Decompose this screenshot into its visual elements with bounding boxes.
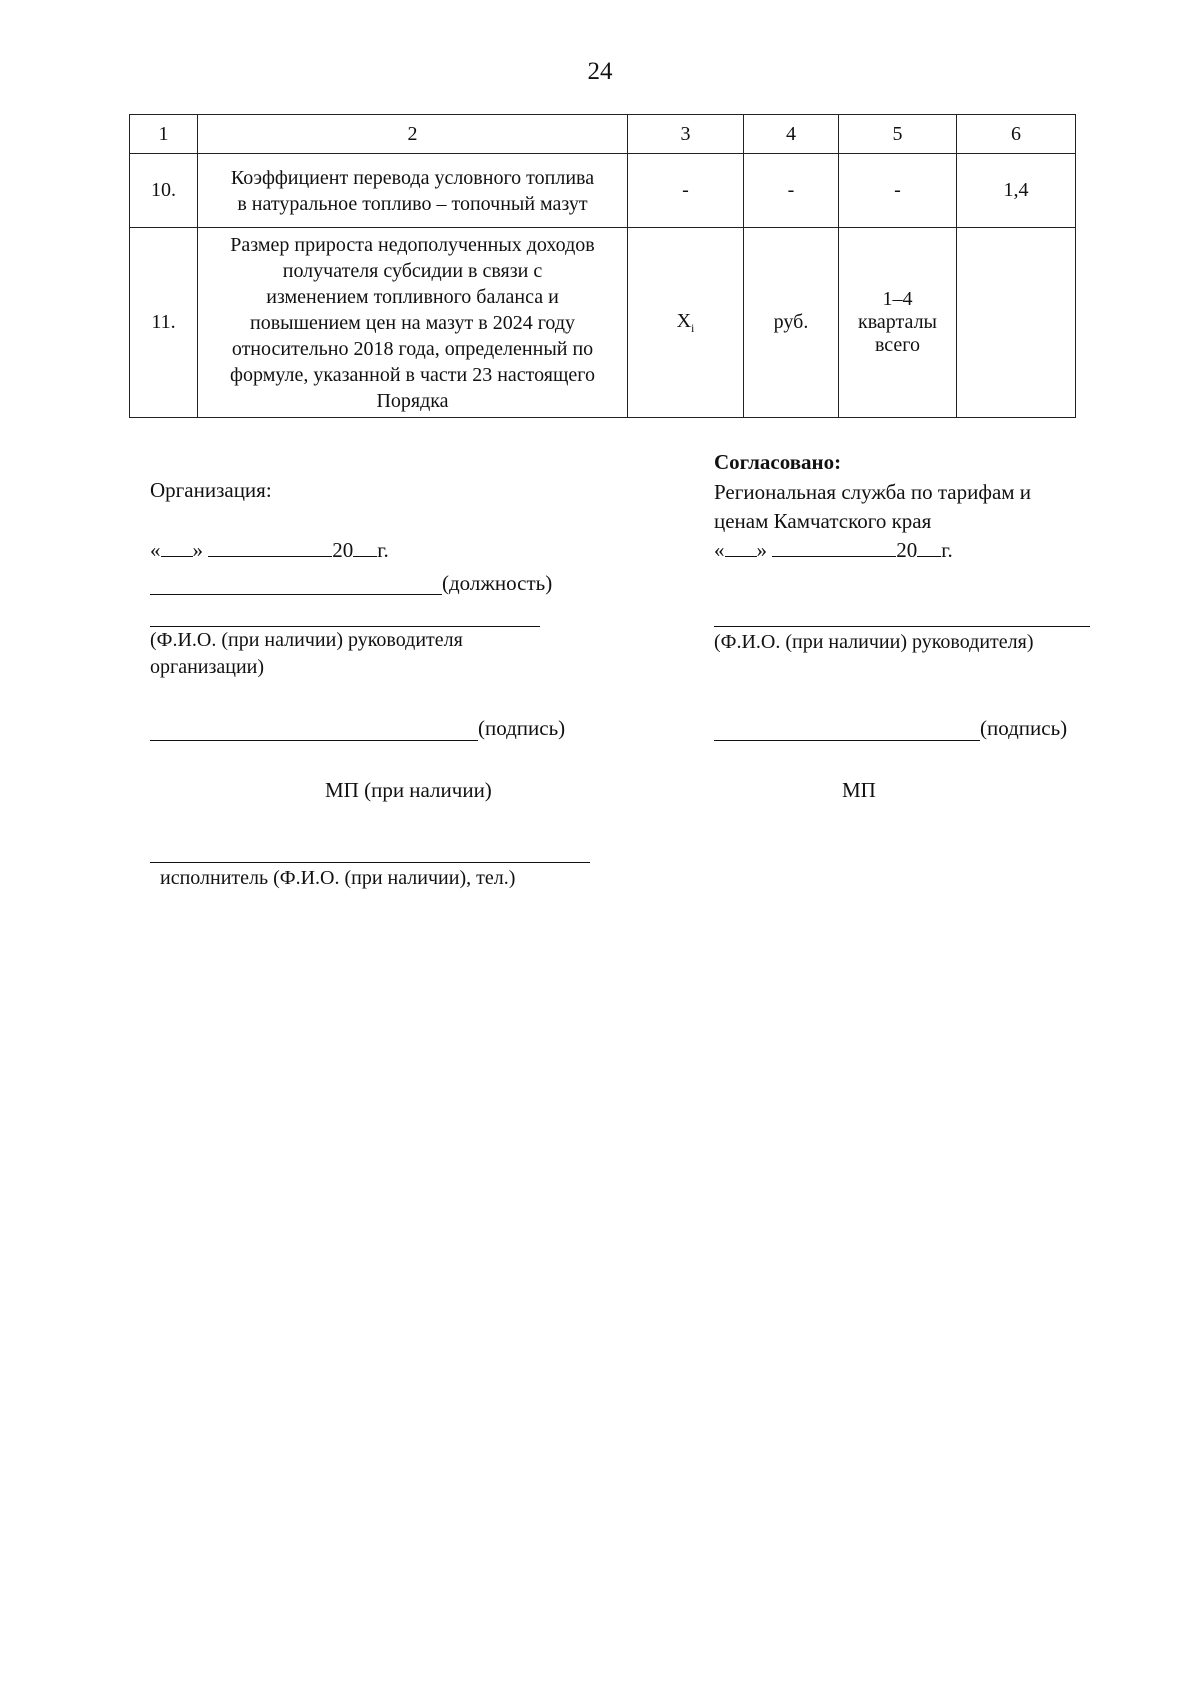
table-row xyxy=(130,228,1076,418)
column-header: 6 xyxy=(957,115,1076,154)
description-line: формуле, указанной в части 23 настоящего xyxy=(230,363,595,386)
month-blank xyxy=(208,538,332,557)
left-signature-label: (подпись) xyxy=(478,716,566,740)
table-cell: - xyxy=(744,154,839,228)
column-header: 3 xyxy=(628,115,744,154)
agreed-label: Согласовано: xyxy=(714,450,842,474)
month-blank xyxy=(772,538,896,557)
left-signature-line xyxy=(150,740,478,741)
right-date-line xyxy=(714,538,953,563)
year-prefix: 20 xyxy=(332,538,354,562)
description-line: в натуральное топливо – топочный мазут xyxy=(237,192,588,215)
table-cell: 1,4 xyxy=(957,154,1076,228)
table-cell: руб. xyxy=(744,228,839,418)
left-fio-caption-1: (Ф.И.О. (при наличии) руководителя xyxy=(150,629,463,651)
table-cell: - xyxy=(839,154,957,228)
description-line: повышением цен на мазут в 2024 году xyxy=(249,311,576,334)
description-line: получателя субсидии в связи с xyxy=(282,259,543,282)
column-header: 5 xyxy=(839,115,957,154)
variable-symbol xyxy=(628,228,744,418)
date-close-quote: » xyxy=(192,538,203,562)
right-signature-label: (подпись) xyxy=(980,716,1068,740)
year-blank xyxy=(353,538,377,557)
period-line: кварталы xyxy=(858,311,937,333)
position-signature-line xyxy=(150,594,442,595)
description-line: относительно 2018 года, определенный по xyxy=(231,337,594,360)
right-fio-caption: (Ф.И.О. (при наличии) руководителя) xyxy=(714,631,1034,653)
position-label: (должность) xyxy=(442,571,553,595)
executor-line xyxy=(150,862,590,863)
year-suffix: г. xyxy=(941,538,953,562)
description-line: изменением топливного баланса и xyxy=(266,285,559,308)
period-line: 1–4 xyxy=(882,288,913,310)
date-open-quote: « xyxy=(150,538,161,562)
row-number: 11. xyxy=(130,228,198,418)
row-description xyxy=(198,228,628,418)
executor-label: исполнитель (Ф.И.О. (при наличии), тел.) xyxy=(160,867,516,889)
column-header: 4 xyxy=(744,115,839,154)
date-open-quote: « xyxy=(714,538,725,562)
table-row xyxy=(130,154,1076,228)
description-line: Порядка xyxy=(376,389,449,412)
column-header: 2 xyxy=(198,115,628,154)
year-suffix: г. xyxy=(377,538,389,562)
period-line: всего xyxy=(874,334,921,356)
right-signature-line xyxy=(714,740,980,741)
day-blank xyxy=(161,538,193,557)
year-prefix: 20 xyxy=(896,538,918,562)
page-number: 24 xyxy=(587,58,613,85)
variable-subscript: i xyxy=(691,320,695,335)
data-table xyxy=(129,114,1076,418)
variable-base: X xyxy=(676,309,692,332)
agency-name-line-2: ценам Камчатского края xyxy=(714,509,932,533)
table-cell: - xyxy=(628,154,744,228)
right-stamp-label: МП xyxy=(842,778,876,802)
left-fio-line xyxy=(150,626,540,627)
row-description xyxy=(198,154,628,228)
column-header: 1 xyxy=(130,115,198,154)
right-fio-line xyxy=(714,626,1090,627)
description-line: Коэффициент перевода условного топлива xyxy=(230,166,595,189)
description-line: Размер прироста недополученных доходов xyxy=(230,233,595,256)
day-blank xyxy=(725,538,757,557)
table-header-row xyxy=(130,115,1076,154)
row-number: 10. xyxy=(130,154,198,228)
left-date-line xyxy=(150,538,389,563)
agency-name-line-1: Региональная служба по тарифам и xyxy=(714,480,1032,504)
table-cell xyxy=(957,228,1076,418)
left-stamp-label: МП (при наличии) xyxy=(325,778,492,802)
date-close-quote: » xyxy=(756,538,767,562)
left-fio-caption-2: организации) xyxy=(150,656,265,678)
organization-label: Организация: xyxy=(150,478,272,502)
year-blank xyxy=(917,538,941,557)
table-cell xyxy=(839,228,957,418)
